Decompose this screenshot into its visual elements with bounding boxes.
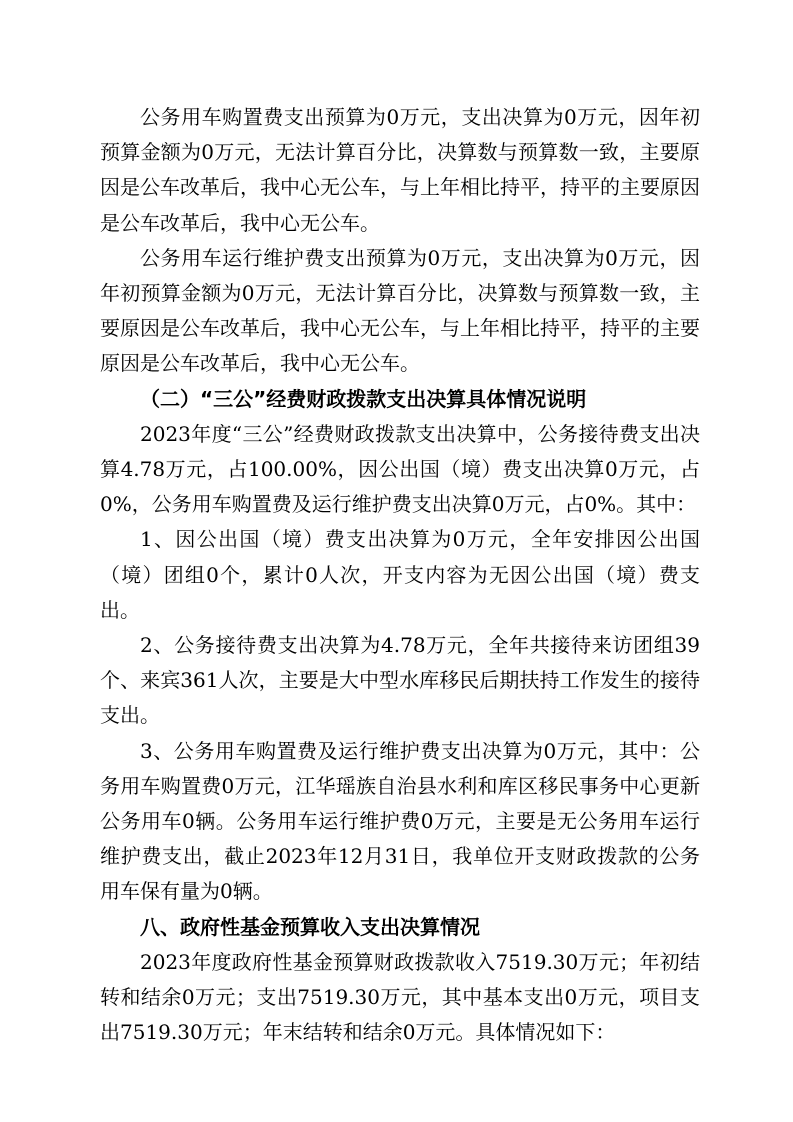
paragraph-vehicles: 3、公务用车购置费及运行维护费支出决算为0万元，其中：公务用车购置费0万元，江华瑶族自治县水利和库区移民事务中心更新公务用车0辆。公务用车运行维护费0万元，主要是无公务用车运行维护费支出，截止2023年12月31日，我单位开支财政拨款的公务用车保有量为0辆。 xyxy=(100,738,700,904)
paragraph-vehicle-maintenance: 公务用车运行维护费支出预算为0万元，支出决算为0万元，因年初预算金额为0万元，无法计算百分比，决算数与预算数一致，主要原因是公车改革后，我中心无公车，与上年相比持平，持平的主要原因是公车改革后，我中心无公车。 xyxy=(100,245,700,376)
document-body xyxy=(100,100,700,1050)
section-heading-three-public: （二）“三公”经费财政拨款支出决算具体情况说明 xyxy=(140,386,587,411)
paragraph-government-fund: 2023年度政府性基金预算财政拨款收入7519.30万元；年初结转和结余0万元；支出7519.30万元，其中基本支出0万元，项目支出7519.30万元；年末结转和结余0万元。具体情况如下： xyxy=(100,949,700,1045)
section-heading-government-fund: 八、政府性基金预算收入支出决算情况 xyxy=(140,914,480,939)
paragraph-three-public-summary: 2023年度“三公”经费财政拨款支出决算中，公务接待费支出决算4.78万元，占100.00%，因公出国（境）费支出决算0万元，占0%，公务用车购置费及运行维护费支出决算0万元，占0%。其中： xyxy=(100,421,700,517)
paragraph-overseas-travel: 1、因公出国（境）费支出决算为0万元，全年安排因公出国（境）团组0个，累计0人次，开支内容为无因公出国（境）费支出。 xyxy=(100,527,700,622)
paragraph-vehicle-purchase: 公务用车购置费支出预算为0万元，支出决算为0万元，因年初预算金额为0万元，无法计算百分比，决算数与预算数一致，主要原因是公车改革后，我中心无公车，与上年相比持平，持平的主要原因是公车改革后，我中心无公车。 xyxy=(100,105,700,235)
paragraph-reception: 2、公务接待费支出决算为4.78万元，全年共接待来访团组39个、来宾361人次，主要是大中型水库移民后期扶持工作发生的接待支出。 xyxy=(100,633,700,728)
